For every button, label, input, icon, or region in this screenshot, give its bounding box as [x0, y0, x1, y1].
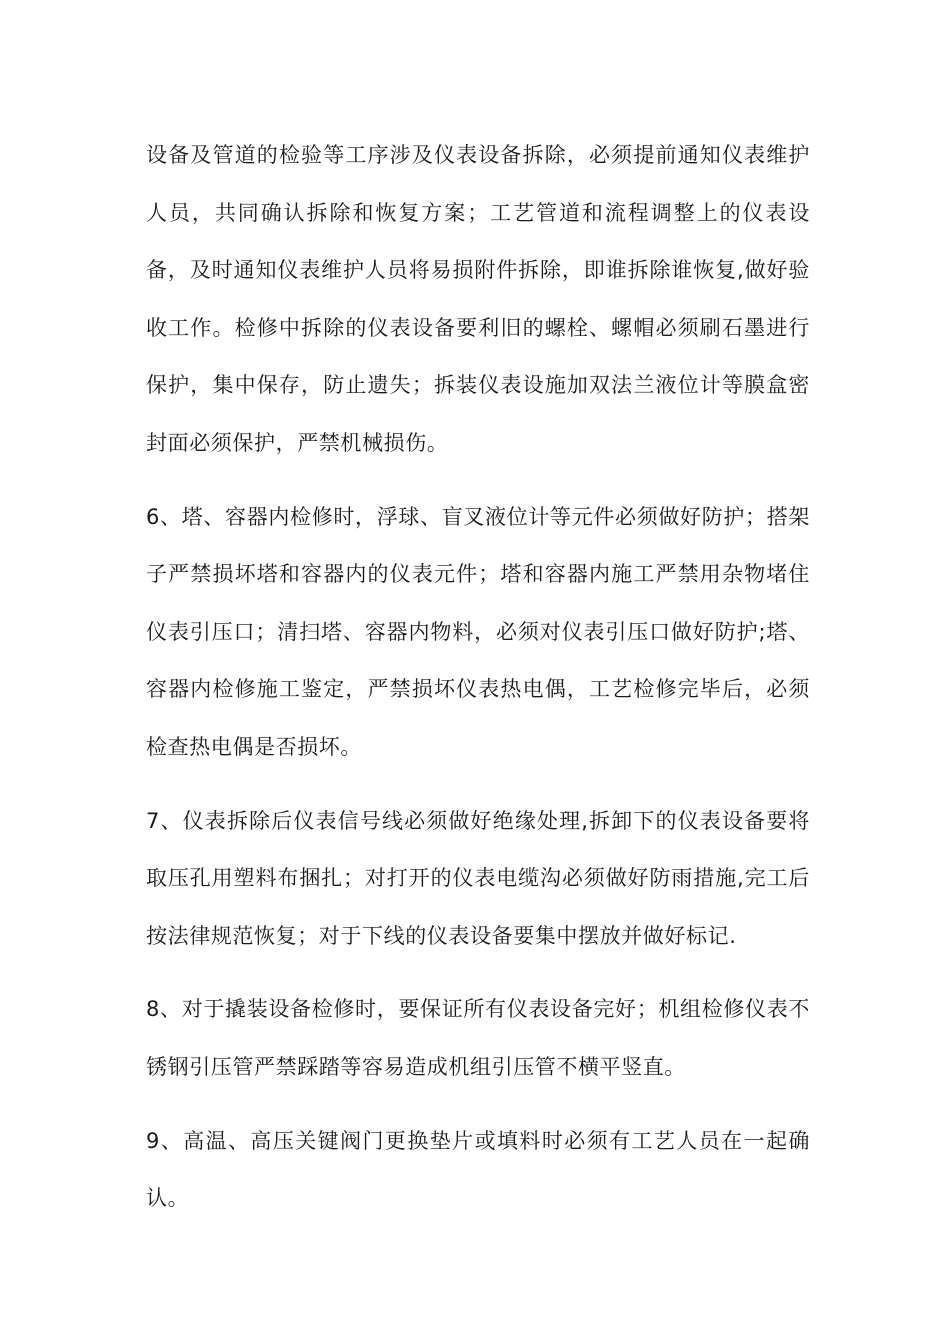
- paragraph-item-8: 8、对于撬装设备检修时，要保证所有仪表设备完好；机组检修仪表不锈钢引压管严禁踩踏等容易造成机组引压管不横平竖直。: [146, 997, 810, 1079]
- paragraph-continued: 设备及管道的检验等工序涉及仪表设备拆除，必须提前通知仪表维护人员，共同确认拆除和恢复方案；工艺管道和流程调整上的仪表设备，及时通知仪表维护人员将易损附件拆除，即谁拆除谁恢复,做好验收工作。检修中拆除的仪表设备要利旧的螺栓、螺帽必须刷石墨进行保护，集中保存，防止遗失；拆装仪表设施加双法兰液位计等膜盒密封面必须保护，严禁机械损伤。: [146, 143, 810, 455]
- document-body: [146, 127, 810, 1228]
- paragraph-item-6: 6、塔、容器内检修时，浮球、盲叉液位计等元件必须做好防护；搭架子严禁损坏塔和容器内的仪表元件；塔和容器内施工严禁用杂物堵住仪表引压口；清扫塔、容器内物料，必须对仪表引压口做好防护;塔、容器内检修施工鉴定，严禁损坏仪表热电偶，工艺检修完毕后，必须检查热电偶是否损坏。: [146, 504, 810, 759]
- paragraph-item-7: 7、仪表拆除后仪表信号线必须做好绝缘处理,拆卸下的仪表设备要将取压孔用塑料布捆扎；对打开的仪表电缆沟必须做好防雨措施,完工后按法律规范恢复；对于下线的仪表设备要集中摆放并做好标记.: [146, 808, 810, 948]
- paragraph-item-9: 9、高温、高压关键阀门更换垫片或填料时必须有工艺人员在一起确认。: [146, 1128, 810, 1211]
